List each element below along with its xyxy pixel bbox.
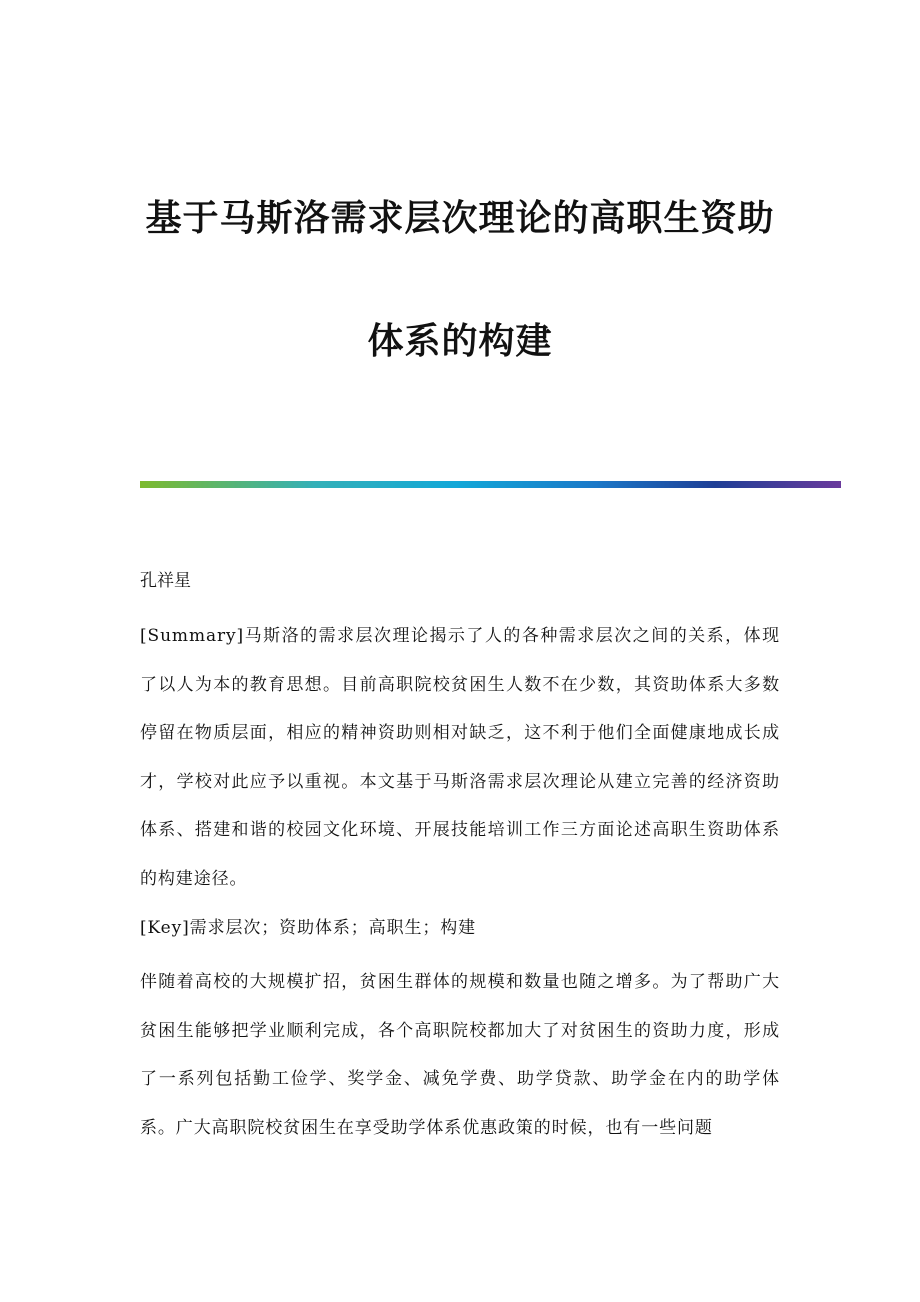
gradient-divider: [140, 481, 841, 488]
document-title-line-2: 体系的构建: [367, 320, 553, 362]
body-paragraph: 伴随着高校的大规模扩招，贫困生群体的规模和数量也随之增多。为了帮助广大贫困生能够把学业顺利完成，各个高职院校都加大了对贫困生的资助力度，形成了一系列包括勤工俭学、奖学金、减免学费、助学贷款、助学金在内的助学体系。广大高职院校贫困生在享受助学体系优惠政策的时候，也有一些问题: [140, 972, 780, 1138]
document-title-line-1: 基于马斯洛需求层次理论的高职生资助: [145, 197, 775, 239]
summary-paragraph: [Summary]马斯洛的需求层次理论揭示了人的各种需求层次之间的关系，体现了以人为本的教育思想。目前高职院校贫困生人数不在少数，其资助体系大多数停留在物质层面，相应的精神资助则相对缺乏，这不利于他们全面健康地成长成才，学校对此应予以重视。本文基于马斯洛需求层次理论从建立完善的经济资助体系、搭建和谐的校园文化环境、开展技能培训工作三方面论述高职生资助体系的构建途径。: [140, 626, 780, 889]
author-name: 孔祥星: [140, 571, 191, 591]
keywords-line: [Key]需求层次；资助体系；高职生；构建: [140, 918, 477, 938]
